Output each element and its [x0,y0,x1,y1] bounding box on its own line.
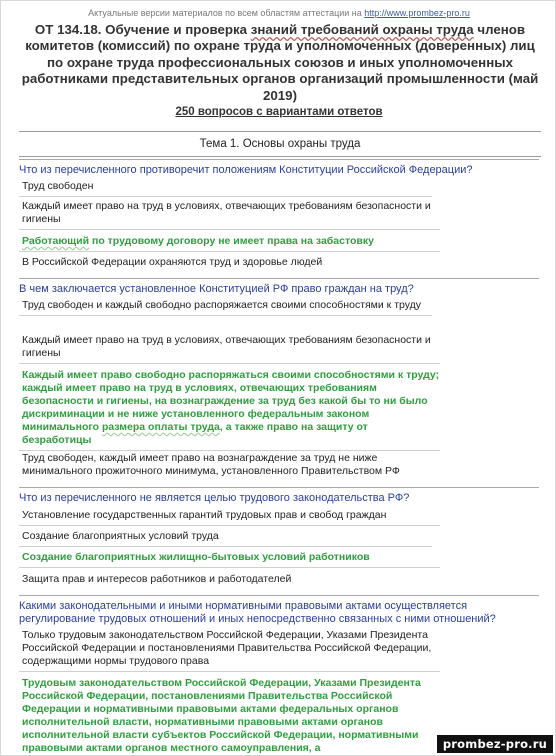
answer-2-4: Труд свободен, каждый имеет право на вознаграждение за труд не ниже минимального прожиточного минимума, установленного Правительством РФ [22,452,400,477]
answer-1-2: Каждый имеет право на труд в условиях, отвечающих требованиям безопасности и гигиены [22,200,440,226]
question-1: Что из перечисленного противоречит положениям Конституции Российской Федерации? [19,159,539,177]
answer-3-3-correct: Создание благоприятных жилищно-бытовых условий работников [22,551,440,564]
site-link[interactable]: http://www.prombez-pro.ru [364,8,470,18]
answer-3-1: Установление государственных гарантий трудовых прав и свобод граждан [22,509,440,522]
answer-2-1: Труд свободен и каждый свободно распоряжается своими способностями к труду [22,299,432,312]
document-title [19,22,541,104]
question-3: Что из перечисленного не является целью трудового законодательства РФ? [19,487,539,505]
title-part2: членов комитетов (комиссий) по охране труда и уполномоченных (доверенных) лиц по охране труда профессиональных союзов и иных уполномоченных работниками представительных органов организаций промышленности (май 2019) [21,22,539,103]
section-title: Тема 1. Основы охраны труда [19,131,541,157]
answer-4-2-correct: Трудовым законодательством Российской Федерации, Указами Президента Российской Федерации, постановлениями Правительства Российской Федерации и нормативными правовыми актами федеральных органов исполнительной власти, нормативными правовыми актами органов исполнительной власти субъектов Российской Федерации, нормативными правовыми актами органов местного самоуправления, а [22,677,421,754]
document-subtitle: 250 вопросов с вариантами ответов [175,106,383,118]
answer-1-4: В Российской Федерации охраняются труд и здоровье людей [22,256,323,268]
answer-2-3-correct: Каждый имеет право свободно распоряжаться своими способностями к труду; каждый имеет право на труд в условиях, отвечающих требованиям безопасности и гигиены, на вознаграждение за труд без какой бы то ни было дискриминации и не ниже установленного федеральным законом минимального размера оплаты труда, а также право на защиту от безработицы [22,369,440,447]
top-notice [1,8,556,18]
answer-3-4: Защита прав и интересов работников и работодателей [22,573,292,585]
watermark: prombez-pro.ru [437,735,553,753]
answer-1-3-correct: Работающий по трудовому договору не имеет права на забастовку [22,235,440,248]
title-underlined: знаний требований охраны труда [250,22,474,37]
question-2: В чем заключается установленное Конституцией РФ право граждан на труд? [19,278,539,296]
answer-2-2: Каждый имеет право на труд в условиях, отвечающих требованиям безопасности и гигиены [22,334,440,360]
answer-1-1: Труд свободен [22,180,432,193]
answer-3-2: Создание благоприятных условий труда [22,530,432,543]
question-4: Какими законодательными и иными нормативными правовыми актами осуществляется регулирование трудовых отношений и иных непосредственно связанных с ними отношений? [19,595,539,626]
answer-4-1: Только трудовым законодательством Российской Федерации, Указами Президента Российской Федерации и постановлениями Правительства Российской Федерации, содержащими нормы трудового права [22,629,440,668]
title-part1: ОТ 134.18. Обучение и проверка [34,22,251,37]
top-notice-text: Актуальные версии материалов по всем областям аттестации на [88,8,362,18]
